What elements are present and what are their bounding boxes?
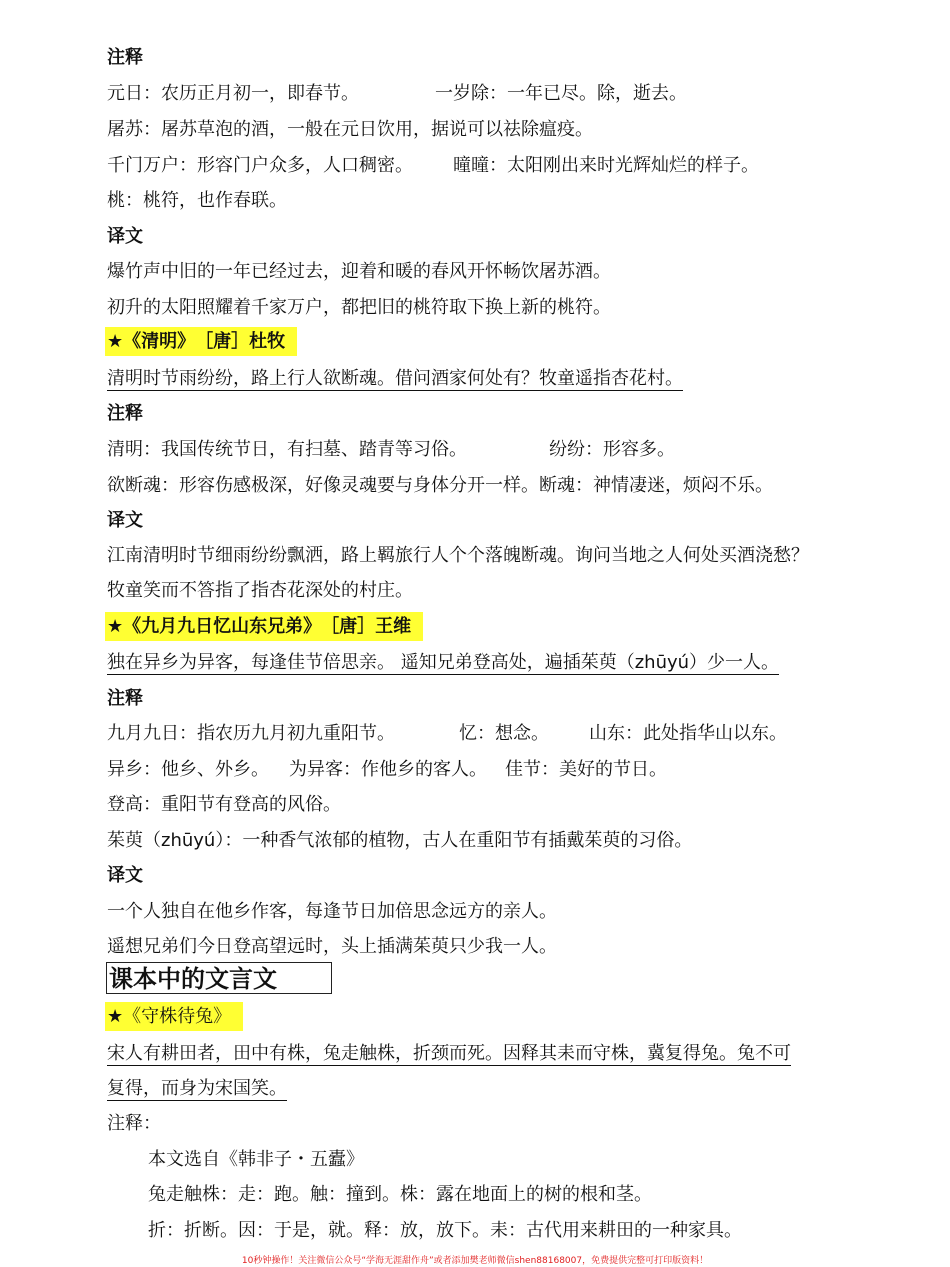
note-text: 元日：农历正月初一，即春节。 (107, 83, 359, 104)
poem-title (107, 614, 423, 640)
note-line (107, 437, 675, 463)
translation-line: 一个人独自在他乡作客，每逢节日加倍思念远方的亲人。 (107, 901, 557, 922)
note-line (107, 721, 787, 747)
note-line: 兔走触株：走：跑。触：撞到。株：露在地面上的树的根和茎。 (148, 1184, 652, 1205)
translation-line: 爆竹声中旧的一年已经过去，迎着和暖的春风开怀畅饮屠苏酒。 (107, 261, 611, 282)
note-line: 桃：桃符，也作春联。 (107, 190, 287, 211)
notes-heading: 注释 (107, 688, 143, 709)
note-text: 忆：想念。 (459, 723, 549, 744)
poem-title-highlight: ★《九月九日忆山东兄弟》 ［唐］王维 (105, 612, 423, 641)
note-line: 折：折断。因：于是，就。释：放，放下。耒：古代用来耕田的一种家具。 (148, 1220, 742, 1241)
note-line: 屠苏：屠苏草泡的酒，一般在元日饮用，据说可以祛除瘟疫。 (107, 119, 593, 140)
note-line (107, 81, 687, 107)
classical-text-underlined: 宋人有耕田者，田中有株，兔走触株，折颈而死。因释其耒而守株，冀复得兔。兔不可 (107, 1043, 791, 1064)
text-title (107, 1004, 243, 1030)
poem-text-underlined: 独在异乡为异客，每逢佳节倍思亲。 遥知兄弟登高处，遍插茱萸（zhūyú）少一人。 (107, 652, 780, 673)
translation-line: 初升的太阳照耀着千家万户，都把旧的桃符取下换上新的桃符。 (107, 297, 611, 318)
note-line: 本文选自《韩非子・五蠹》 (148, 1149, 364, 1170)
translation-line: 遥想兄弟们今日登高望远时，头上插满茱萸只少我一人。 (107, 936, 557, 957)
notes-heading: 注释： (107, 1113, 161, 1134)
footer-notice: 10秒钟操作！关注微信公众号“学海无涯甜作舟”或者添加樊老师微信shen88168007，免费提供完整可打印版资料！ (241, 1256, 709, 1266)
translation-line: 牧童笑而不答指了指杏花深处的村庄。 (107, 580, 413, 601)
translation-heading: 译文 (107, 865, 143, 886)
note-text: 千门万户：形容门户众多，人口稠密。 (107, 155, 413, 176)
note-line: 登高：重阳节有登高的风俗。 (107, 794, 341, 815)
note-text: 纷纷：形容多。 (549, 439, 675, 460)
poem-text (107, 650, 779, 676)
poem-title (107, 329, 297, 355)
note-text: 清明：我国传统节日，有扫墓、踏青等习俗。 (107, 439, 467, 460)
note-line: 欲断魂：形容伤感极深，好像灵魂要与身体分开一样。断魂：神情凄迷，烦闷不乐。 (107, 475, 773, 496)
poem-title-highlight: ★《清明》 ［唐］杜牧 (105, 327, 297, 356)
translation-heading: 译文 (107, 510, 143, 531)
notes-heading: 注释 (107, 47, 143, 68)
translation-heading: 译文 (107, 226, 143, 247)
note-text: 异乡：他乡、外乡。 (107, 759, 269, 780)
note-text: 佳节：美好的节日。 (505, 759, 667, 780)
section-title: 课本中的文言文 (106, 962, 332, 994)
note-line (107, 757, 667, 783)
poem-text (107, 366, 683, 392)
classical-text-underlined: 复得，而身为宋国笑。 (107, 1078, 287, 1099)
note-text: 为异客：作他乡的客人。 (289, 759, 487, 780)
note-text: 山东：此处指华山以东。 (589, 723, 787, 744)
poem-text-underlined: 清明时节雨纷纷，路上行人欲断魂。借问酒家何处有？牧童遥指杏花村。 (107, 368, 683, 389)
translation-line: 江南清明时节细雨纷纷飘洒，路上羁旅行人个个落魄断魂。询问当地之人何处买酒浇愁？ (107, 545, 809, 566)
note-text: 一岁除：一年已尽。除，逝去。 (435, 83, 687, 104)
note-line: 茱萸（zhūyú）：一种香气浓郁的植物，古人在重阳节有插戴茱萸的习俗。 (107, 830, 693, 851)
note-line (107, 153, 759, 179)
text-title-highlight: ★《守株待兔》 (105, 1002, 243, 1031)
classical-text-line (107, 1041, 791, 1067)
classical-text-line (107, 1076, 287, 1102)
note-text: 九月九日：指农历九月初九重阳节。 (107, 723, 395, 744)
notes-heading: 注释 (107, 403, 143, 424)
note-text: 曈曈：太阳刚出来时光辉灿烂的样子。 (453, 155, 759, 176)
